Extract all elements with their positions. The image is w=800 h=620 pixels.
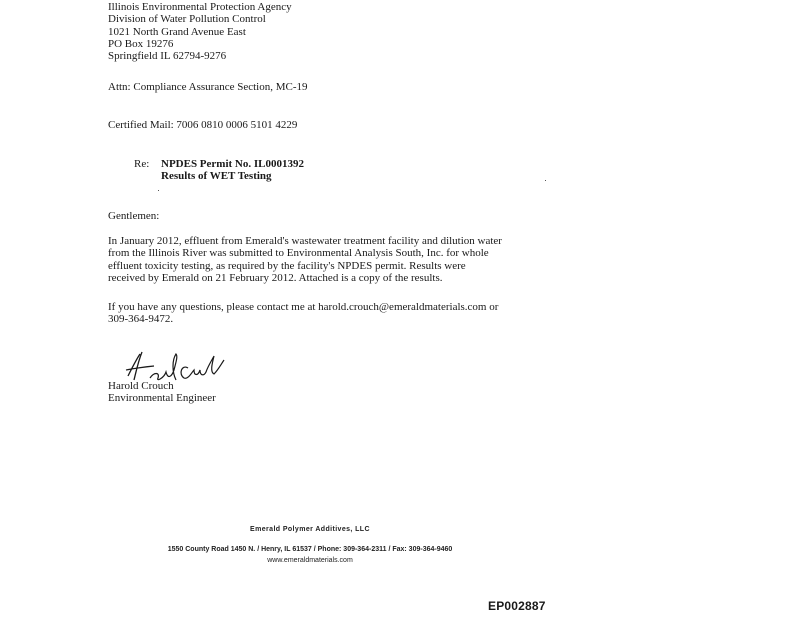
certified-mail-line: Certified Mail: 7006 0810 0006 5101 4229 (108, 119, 298, 131)
salutation: Gentlemen: (108, 210, 160, 222)
signer-title: Environmental Engineer (108, 392, 216, 405)
address-line: PO Box 19276 (108, 37, 174, 50)
re-label: Re: (134, 158, 150, 170)
bates-number: EP002887 (488, 599, 546, 613)
subject-line-1: NPDES Permit No. IL0001392 (161, 158, 304, 170)
subject-block (134, 158, 304, 183)
attention-line: Attn: Compliance Assurance Section, MC-19 (108, 81, 308, 93)
footer-website: www.emeraldmaterials.com (267, 557, 353, 564)
body-paragraph-2 (108, 301, 528, 326)
scan-speck (158, 190, 159, 191)
address-line: 1021 North Grand Avenue East (108, 25, 246, 38)
address-line: Illinois Environmental Protection Agency (108, 1, 292, 13)
body-paragraph-1 (108, 235, 528, 284)
paragraph-line: If you have any questions, please contact me at harold.crouch@emeraldmaterials.com or (108, 301, 499, 313)
paragraph-line: from the Illinois River was submitted to Environmental Analysis South, Inc. for whole (108, 247, 489, 260)
paragraph-line: 309-364-9472. (108, 313, 174, 326)
recipient-address (108, 1, 292, 62)
address-line: Springfield IL 62794-9276 (108, 50, 227, 63)
signature-block (108, 380, 216, 405)
footer-company: Emerald Polymer Additives, LLC (250, 526, 370, 533)
footer-address: 1550 County Road 1450 N. / Henry, IL 61537 / Phone: 309-364-2311 / Fax: 309-364-9460 (167, 546, 453, 553)
address-line: Division of Water Pollution Control (108, 13, 266, 26)
scan-speck (545, 180, 546, 181)
paragraph-line: effluent toxicity testing, as required by the facility's NPDES permit. Results were (108, 259, 466, 272)
subject-line-2: Results of WET Testing (161, 170, 272, 183)
paragraph-line: In January 2012, effluent from Emerald's wastewater treatment facility and dilution water (108, 235, 502, 247)
paragraph-line: received by Emerald on 21 February 2012. Attached is a copy of the results. (108, 271, 443, 284)
signer-name: Harold Crouch (108, 380, 174, 392)
